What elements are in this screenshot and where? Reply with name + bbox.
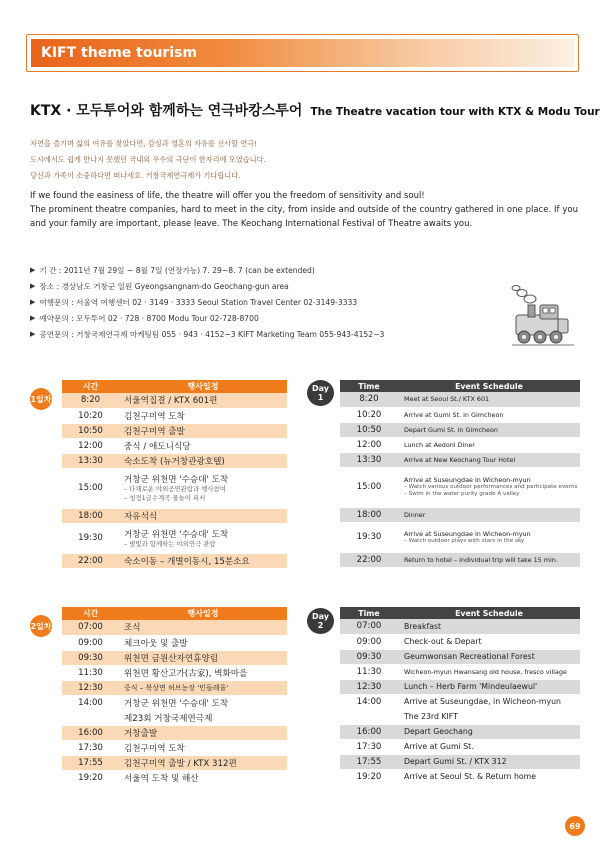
table-row	[62, 680, 287, 695]
row-event-note: – 청정1급수계곡 물놀이 피서	[124, 494, 206, 502]
row-event: 숙소도착 (뉴거창관광호텔)	[119, 453, 287, 468]
table-row	[340, 422, 580, 437]
table-row	[340, 754, 580, 769]
table-row	[62, 423, 287, 438]
row-event: Depart Gumi St. / KTX 312	[398, 754, 580, 769]
table-header-row	[62, 607, 287, 620]
day2-korean-badge: 2일차	[30, 615, 52, 637]
row-time: 12:30	[62, 680, 119, 695]
triangle-bullet-icon: ▶	[30, 314, 36, 322]
row-event: 자유석식	[119, 508, 287, 523]
table-row	[62, 710, 287, 725]
row-event: 서울역 도착 및 해산	[119, 770, 287, 785]
row-event: Lunch at Aedoni Diner	[398, 437, 580, 452]
row-time: 18:00	[340, 507, 398, 522]
row-event	[398, 522, 580, 552]
column-header-time: Time	[340, 607, 398, 619]
row-time: 13:30	[62, 453, 119, 468]
section-header-bar	[31, 39, 574, 67]
table-row	[340, 664, 580, 679]
table-row	[62, 755, 287, 770]
row-event: Geumwonsan Recreational Forest	[398, 649, 580, 664]
row-time: 10:20	[340, 407, 398, 422]
intro-korean-line: 자연을 즐기며 삶의 여유를 찾았다면, 감성과 영혼의 자유를 선사할 연극!	[30, 139, 258, 148]
row-event: 김천구미역 출발	[119, 423, 287, 438]
table-row	[340, 649, 580, 664]
row-time: 16:00	[340, 724, 398, 739]
row-event: Depart Geochang	[398, 724, 580, 739]
table-row	[62, 635, 287, 650]
row-event: The 23rd KIFT	[398, 709, 580, 724]
row-event-title: Arrive at Suseungdae in Wicheon-myun	[404, 529, 531, 538]
day-badge-number: 2	[317, 621, 324, 630]
column-header-time: 시간	[62, 380, 119, 393]
table-row	[340, 437, 580, 452]
row-time: 22:00	[62, 553, 119, 568]
table-row	[62, 508, 287, 523]
table-row	[340, 507, 580, 522]
table-row	[62, 665, 287, 680]
row-event: 중식 – 북상면 허브농장 '민들레울'	[119, 680, 287, 695]
row-event	[398, 467, 580, 507]
row-time: 09:30	[62, 650, 119, 665]
info-text: 기 간 : 2011년 7월 29일 ~ 8월 7일 (연장가능) 7. 29~8. 7 (can be extended)	[39, 265, 315, 275]
row-event: 조식	[119, 620, 287, 635]
table-row	[340, 552, 580, 567]
row-time: 12:00	[62, 438, 119, 453]
table-row	[340, 634, 580, 649]
row-event: Arrive at Seoul St. & Return home	[398, 769, 580, 784]
row-time: 8:20	[62, 393, 119, 408]
row-event	[119, 468, 287, 508]
day1-korean-schedule	[62, 380, 287, 569]
row-time: 17:30	[62, 740, 119, 755]
row-event: Arrive at New Keochang Tour Hotel	[398, 452, 580, 467]
row-time: 10:50	[340, 422, 398, 437]
table-row	[62, 553, 287, 568]
row-event: 김천구미역 도착	[119, 740, 287, 755]
table-row	[340, 694, 580, 709]
table-row	[62, 740, 287, 755]
row-event: Return to hotel – individual trip will take 15 min.	[398, 552, 580, 567]
row-time: 09:00	[340, 634, 398, 649]
info-text: 여행문의 : 서울역 여행센터 02 · 3149 · 3333 Seoul Station Travel Center 02-3149-3333	[39, 297, 358, 307]
row-time: 14:00	[62, 695, 119, 710]
row-time: 09:30	[340, 649, 398, 664]
row-event: 김천구미역 출발 / KTX 312편	[119, 755, 287, 770]
table-header-row	[340, 380, 580, 392]
row-event-title: Arrive at Suseungdae in Wicheon-myun	[404, 476, 531, 484]
row-time: 10:20	[62, 408, 119, 423]
row-time: 15:00	[62, 468, 119, 508]
train-illustration-icon	[508, 285, 578, 355]
column-header-event: 행사일정	[119, 380, 287, 393]
row-event: 숙소이동 – 개별이동시, 15분소요	[119, 553, 287, 568]
row-event: 위천면 금원산자연휴양림	[119, 650, 287, 665]
day2-korean-schedule	[62, 607, 287, 786]
intro-korean-line: 당신과 가족이 소중하다면 떠나세요. 거창국제연극제가 기다립니다.	[30, 171, 241, 180]
row-event: Wicheon-myun Hwansang old house, fresco village	[398, 664, 580, 679]
table-row	[340, 769, 580, 784]
page-title-korean: KTX · 모두투어와 함께하는 연극바캉스투어	[30, 103, 303, 119]
section-title: KIFT theme tourism	[41, 45, 198, 61]
day1-korean-badge: 1일차	[30, 388, 52, 410]
intro-english	[30, 189, 578, 231]
row-event-note: – 다채로운 야외공연관람과 행사참여	[124, 485, 226, 493]
table-row	[340, 407, 580, 422]
row-time: 13:30	[340, 452, 398, 467]
row-event: 서울역집결 / KTX 601편	[119, 393, 287, 408]
row-time: 22:00	[340, 552, 398, 567]
day-badge-label: Day	[311, 612, 329, 621]
table-row	[340, 619, 580, 634]
table-row	[340, 452, 580, 467]
row-time: 19:20	[62, 770, 119, 785]
table-row	[62, 523, 287, 553]
row-time: 19:20	[340, 769, 398, 784]
row-time: 19:30	[62, 523, 119, 553]
row-event-title: 거창군 위천면 '수승대' 도착	[124, 475, 229, 485]
row-event	[119, 523, 287, 553]
page-title-english: The Theatre vacation tour with KTX & Modu Tour	[310, 106, 600, 118]
row-event-note: – Watch various outdoor performances and participate events	[404, 484, 578, 490]
table-row	[62, 725, 287, 740]
row-time: 18:00	[62, 508, 119, 523]
row-event: Arrive at Gumi St. in Gimcheon	[398, 407, 580, 422]
table-header-row	[62, 380, 287, 393]
row-event: Meet at Seoul St./ KTX 601	[398, 392, 580, 407]
row-time: 12:00	[340, 437, 398, 452]
info-item	[30, 326, 470, 342]
intro-korean	[30, 136, 570, 184]
table-row	[340, 679, 580, 694]
row-event: Lunch – Herb Farm 'Mindeulaewul'	[398, 679, 580, 694]
triangle-bullet-icon: ▶	[30, 266, 36, 274]
day-badge-number: 1	[317, 393, 324, 402]
table-row	[340, 724, 580, 739]
info-item	[30, 278, 470, 294]
info-text: 공연문의 : 거창국제연극제 마케팅팀 055 · 943 · 4152~3 KIFT Marketing Team 055-943-4152~3	[39, 329, 385, 339]
row-time: 07:00	[62, 620, 119, 635]
day1-english-badge	[307, 380, 334, 406]
row-time: 17:55	[62, 755, 119, 770]
triangle-bullet-icon: ▶	[30, 282, 36, 290]
table-row	[62, 620, 287, 635]
row-event: 제23회 거창국제연극제	[119, 710, 287, 725]
table-row	[62, 770, 287, 785]
row-event-title: 거창군 위천면 '수승대' 도착	[124, 529, 229, 540]
section-header	[26, 34, 579, 72]
triangle-bullet-icon: ▶	[30, 298, 36, 306]
row-event: 중식 / 애도니식당	[119, 438, 287, 453]
day2-english-badge	[307, 608, 334, 634]
intro-english-line: If we found the easiness of life, the theatre will offer you the freedom of sensitivity and soul!	[30, 191, 425, 201]
row-event: Dinner	[398, 507, 580, 522]
column-header-event: 행사일정	[119, 607, 287, 620]
table-row	[62, 453, 287, 468]
row-event: 거창군 위천면 '수승대' 도착	[119, 695, 287, 710]
row-time: 19:30	[340, 522, 398, 552]
row-time: 15:00	[340, 467, 398, 507]
row-time	[62, 710, 119, 725]
row-event: 체크아웃 및 출발	[119, 635, 287, 650]
row-time: 14:00	[340, 694, 398, 709]
info-item	[30, 310, 470, 326]
row-time: 09:00	[62, 635, 119, 650]
info-text: 장소 : 경상남도 거창군 일원 Gyeongsangnam-do Geochang-gun area	[39, 281, 289, 291]
page-number: 69	[565, 816, 585, 836]
table-row	[62, 650, 287, 665]
intro-english-line: The prominent theatre companies, hard to meet in the city, from inside and outside of the country gathered in one place. If you and your family are important, please leave. The Keochang International Festival of Theatre awaits you.	[30, 205, 578, 229]
row-time	[340, 709, 398, 724]
row-event: Arrive at Gumi St.	[398, 739, 580, 754]
triangle-bullet-icon: ▶	[30, 330, 36, 338]
row-event: Check-out & Depart	[398, 634, 580, 649]
intro-korean-line: 도시에서도 쉽게 만나지 못했던 국내외 우수의 극단이 한자리에 모였습니다.	[30, 155, 266, 164]
table-row	[62, 468, 287, 508]
row-time: 17:55	[340, 754, 398, 769]
page-title	[30, 100, 600, 120]
table-row	[62, 438, 287, 453]
info-list	[30, 262, 470, 342]
table-row	[340, 467, 580, 507]
table-row	[62, 408, 287, 423]
row-event-note: – 별빛과 함께하는 야외연극 관람	[124, 539, 216, 548]
table-row	[340, 739, 580, 754]
row-time: 07:00	[340, 619, 398, 634]
row-time: 11:30	[62, 665, 119, 680]
table-row	[340, 392, 580, 407]
info-item	[30, 294, 470, 310]
day1-english-schedule	[340, 380, 580, 568]
row-event-note: – Swim in the water purity grade A valley	[404, 491, 520, 497]
row-event: 김천구미역 도착	[119, 408, 287, 423]
table-header-row	[340, 607, 580, 619]
table-row	[340, 522, 580, 552]
row-event: 위천면 황산고가(古家), 벽화마을	[119, 665, 287, 680]
row-time: 12:30	[340, 679, 398, 694]
row-event: Arrive at Suseungdae, in Wicheon-myun	[398, 694, 580, 709]
column-header-time: 시간	[62, 607, 119, 620]
table-row	[62, 393, 287, 408]
row-event: Breakfast	[398, 619, 580, 634]
column-header-time: Time	[340, 380, 398, 392]
info-item	[30, 262, 470, 278]
day2-english-schedule	[340, 607, 580, 785]
column-header-event: Event Schedule	[398, 380, 580, 392]
table-row	[340, 709, 580, 724]
row-time: 11:30	[340, 664, 398, 679]
row-event: Depart Gumi St. in Gimcheon	[398, 422, 580, 437]
row-event-note: – Watch outdoor plays with stars in the sky	[404, 537, 525, 544]
row-time: 16:00	[62, 725, 119, 740]
table-row	[62, 695, 287, 710]
row-event: 거창출발	[119, 725, 287, 740]
column-header-event: Event Schedule	[398, 607, 580, 619]
info-text: 예약문의 : 모두투어 02 · 728 · 8700 Modu Tour 02-728-8700	[39, 313, 259, 323]
row-time: 17:30	[340, 739, 398, 754]
row-time: 10:50	[62, 423, 119, 438]
row-time: 8:20	[340, 392, 398, 407]
day-badge-label: Day	[311, 384, 329, 393]
